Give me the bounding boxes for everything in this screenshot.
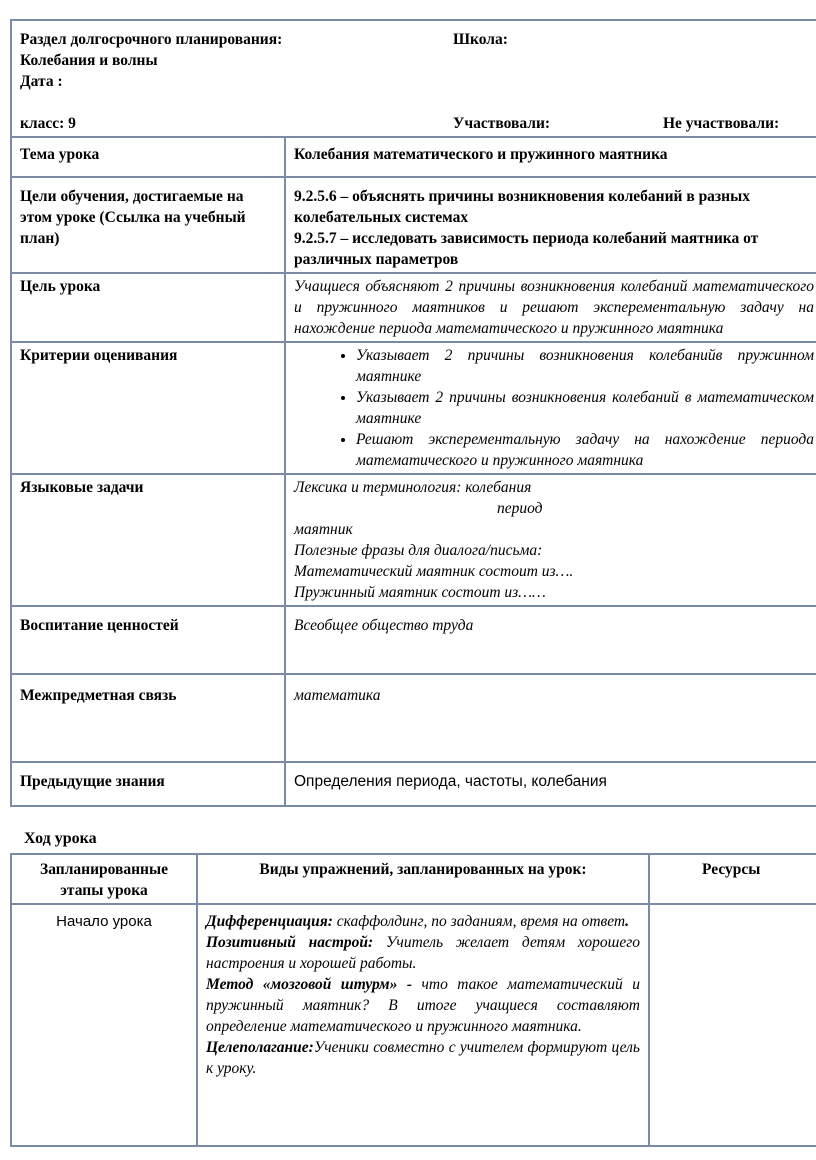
language-line: Математический маятник состоит из…. — [294, 563, 574, 580]
class-label: класс: 9 — [20, 115, 76, 132]
language-line: период — [497, 500, 543, 517]
values-row — [11, 606, 816, 674]
aim-row — [11, 273, 816, 342]
values-value: Всеобщее общество труда — [285, 606, 816, 674]
header-row — [11, 20, 816, 137]
resources-cell — [649, 904, 816, 1146]
exercise-text: скаффолдинг, по заданиям, время на ответ — [332, 913, 626, 930]
prior-row — [11, 762, 816, 806]
values-label: Воспитание ценностей — [11, 606, 285, 674]
col-resources-header: Ресурсы — [649, 854, 816, 904]
goal-2: 9.2.5.7 – исследовать зависимость периода колебаний маятника от различных параметров — [294, 230, 759, 268]
col-exercises-header: Виды упражнений, запланированных на урок: — [197, 854, 649, 904]
lesson-plan-table — [10, 19, 816, 807]
stage-cell: Начало урока — [11, 904, 197, 1146]
goals-value — [285, 177, 816, 273]
section-value: Колебания и волны — [20, 52, 158, 69]
aim-value: Учащиеся объясняют 2 причины возникновения колебаний математического и пружинного маятников и решают эксперементальную задачу на нахождение периода математического и пружинного маятника — [285, 273, 816, 342]
lesson-flow-title: Ход урока — [24, 830, 97, 847]
language-line: Пружинный маятник состоит из…… — [294, 584, 546, 601]
crosscurricular-label: Межпредметная связь — [11, 674, 285, 762]
exercise-text: Учитель желает детям хорошего настроения и хорошей работы. — [206, 934, 640, 972]
exercise-paragraph — [206, 932, 640, 974]
exercise-heading: Дифференциация: — [206, 913, 333, 930]
criteria-row — [11, 342, 816, 474]
exercises-cell — [197, 904, 649, 1146]
goals-label: Цели обучения, достигаемые на этом уроке (Ссылка на учебный план) — [11, 177, 285, 273]
prior-label: Предыдущие знания — [11, 762, 285, 806]
exercise-paragraph — [206, 974, 640, 1037]
exercise-paragraph — [206, 1037, 640, 1079]
criteria-item: • Решают эксперементальную задачу на нахождение периода математического и пружинного маятника — [356, 429, 814, 471]
topic-row — [11, 137, 816, 177]
language-line: маятник — [294, 521, 353, 538]
prior-value: Определения периода, частоты, колебания — [285, 762, 816, 806]
date-label: Дата : — [20, 73, 63, 90]
exercise-text: что такое математический и пружинный маятник? В итоге учащиеся составляют определение математического и пружинного маятника. — [206, 976, 640, 1035]
header-cell — [11, 20, 816, 137]
language-value — [285, 474, 816, 606]
exercise-text: Ученики совместно с учителем формируют цель к уроку. — [206, 1039, 640, 1077]
criteria-label: Критерии оценивания — [11, 342, 285, 474]
language-row — [11, 474, 816, 606]
goals-row — [11, 177, 816, 273]
exercise-heading: Метод «мозговой штурм» - — [206, 976, 413, 993]
lesson-flow-table — [10, 853, 816, 1147]
crosscurricular-value: математика — [285, 674, 816, 762]
participated-label: Участвовали: — [453, 115, 551, 132]
lesson-header-row — [11, 854, 816, 904]
topic-value: Колебания математического и пружинного маятника — [285, 137, 816, 177]
col-stages-header: Запланированные этапы урока — [11, 854, 197, 904]
exercise-heading: Позитивный настрой: — [206, 934, 374, 951]
exercise-text: . — [625, 913, 630, 930]
criteria-list — [294, 345, 814, 471]
lesson-row — [11, 904, 816, 1146]
section-label: Раздел долгосрочного планирования: — [20, 31, 283, 48]
language-label: Языковые задачи — [11, 474, 285, 606]
exercise-paragraph — [206, 911, 640, 932]
crosscurricular-row — [11, 674, 816, 762]
topic-label: Тема урока — [11, 137, 285, 177]
goal-1: 9.2.5.6 – объяснять причины возникновения колебаний в разных колебательных системах — [294, 188, 750, 226]
not-participated-label: Не участвовали: — [663, 115, 780, 132]
criteria-item: • Указывает 2 причины возникновения колебанийв пружинном маятнике — [356, 345, 814, 387]
criteria-item: • Указывает 2 причины возникновения колебаний в математическом маятнике — [356, 387, 814, 429]
exercise-heading: Целеполагание: — [206, 1039, 314, 1056]
criteria-value — [285, 342, 816, 474]
school-label: Школа: — [453, 31, 508, 48]
aim-label: Цель урока — [11, 273, 285, 342]
language-line: Полезные фразы для диалога/письма: — [294, 542, 543, 559]
language-line: Лексика и терминология: колебания — [294, 479, 532, 496]
